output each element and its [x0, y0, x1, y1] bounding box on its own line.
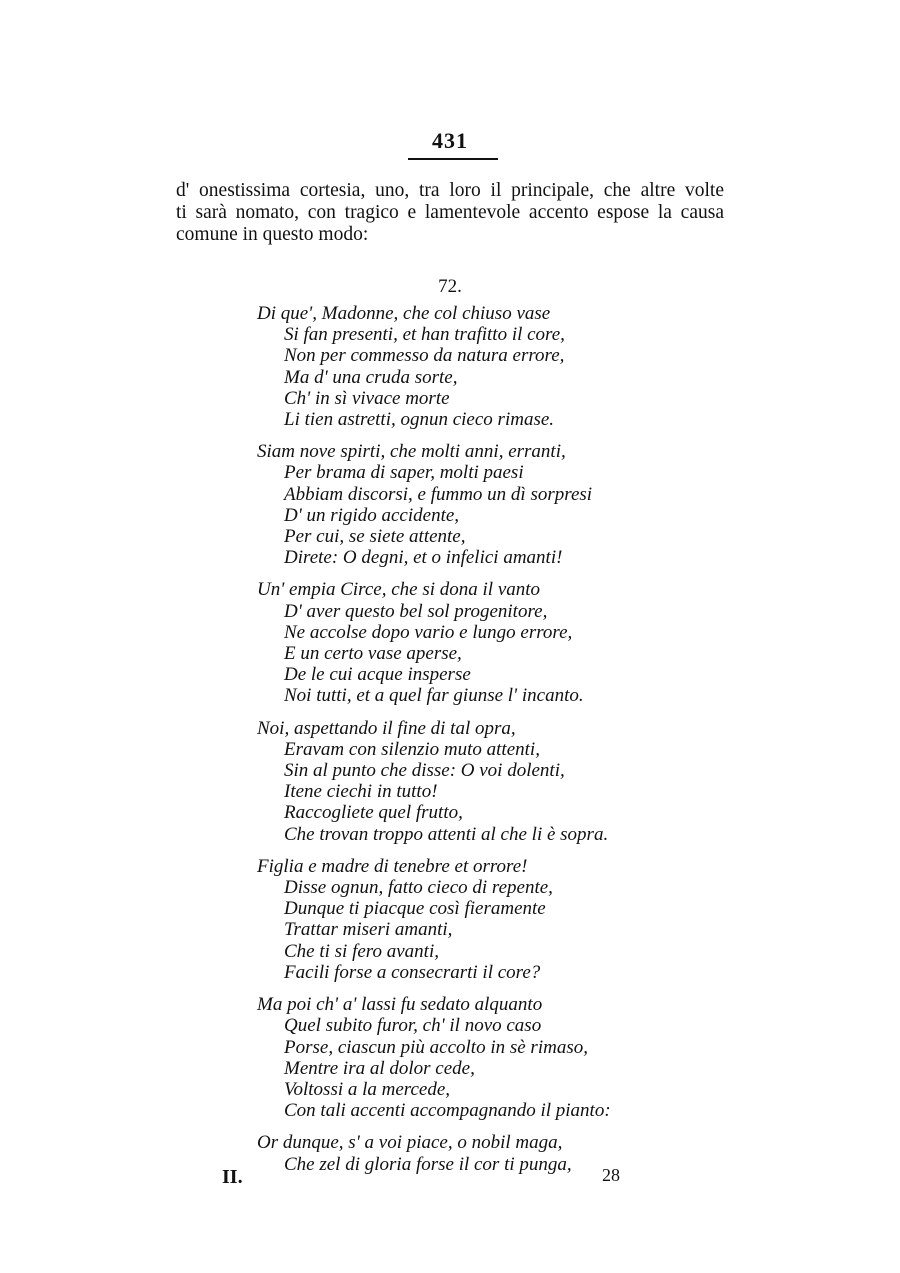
- stanza: [257, 579, 677, 706]
- stanza: [257, 718, 677, 845]
- verse-line: Porse, ciascun più accolto in sè rimaso,: [284, 1036, 588, 1058]
- verse-line: Figlia e madre di tenebre et orrore!: [257, 855, 528, 877]
- verse-line: Noi, aspettando il fine di tal opra,: [257, 717, 516, 739]
- verse-line: Voltossi a la mercede,: [284, 1078, 451, 1100]
- verse-line: De le cui acque insperse: [284, 664, 471, 686]
- verse-line: Quel subito furor, ch' il novo caso: [284, 1015, 542, 1037]
- poem: [257, 303, 677, 1186]
- stanza: [257, 441, 677, 568]
- verse-line: Si fan presenti, et han trafitto il core,: [284, 324, 565, 346]
- verse-line: Per brama di saper, molti paesi: [284, 462, 524, 484]
- verse-line: Ne accolse dopo vario e lungo errore,: [284, 621, 573, 643]
- header-rule: [408, 158, 498, 160]
- stanza: [257, 994, 677, 1121]
- prose-paragraph: [176, 180, 724, 246]
- verse-line: Trattar miseri amanti,: [284, 919, 453, 941]
- verse-line: Disse ognun, fatto cieco di repente,: [284, 877, 553, 899]
- verse-line: Siam nove spirti, che molti anni, erranti,: [257, 441, 566, 463]
- verse-line: Di que', Madonne, che col chiuso vase: [257, 303, 551, 324]
- verse-line: Con tali accenti accompagnando il pianto:: [284, 1100, 611, 1122]
- verse-line: Per cui, se siete attente,: [284, 526, 466, 548]
- verse-line: Ma poi ch' a' lassi fu sedato alquanto: [257, 994, 543, 1016]
- verse-line: Eravam con silenzio muto attenti,: [284, 738, 540, 760]
- verse-line: D' un rigido accidente,: [284, 504, 460, 526]
- verse-line: Itene ciechi in tutto!: [284, 781, 438, 803]
- verse-line: Che ti si fero avanti,: [284, 940, 439, 962]
- verse-line: Noi tutti, et a quel far giunse l' incanto.: [284, 685, 584, 707]
- verse-line: Ch' in sì vivace morte: [284, 387, 450, 409]
- signature-mark: II.: [222, 1166, 243, 1188]
- prose-line: ti sarà nomato, con tragico e lamentevole accento espose la causa: [176, 202, 724, 223]
- verse-line: Direte: O degni, et o infelici amanti!: [284, 547, 563, 569]
- stanza: [257, 303, 677, 430]
- verse-line: Or dunque, s' a voi piace, o nobil maga,: [257, 1132, 563, 1154]
- verse-line: Mentre ira al dolor cede,: [284, 1057, 475, 1079]
- verse-line: Sin al punto che disse: O voi dolenti,: [284, 760, 565, 782]
- verse-line: D' aver questo bel sol progenitore,: [284, 600, 548, 622]
- verse-line: Non per commesso da natura errore,: [284, 345, 565, 367]
- prose-line: comune in questo modo:: [176, 224, 369, 245]
- verse-line: Facili forse a consecrarti il core?: [284, 961, 541, 983]
- verse-line: Che zel di gloria forse il cor ti punga,: [284, 1153, 572, 1175]
- verse-line: Dunque ti piacque così fieramente: [284, 898, 546, 920]
- page-number: 431: [432, 128, 468, 153]
- verse-line: Abbiam discorsi, e fummo un dì sorpresi: [284, 483, 593, 505]
- stanza-number: 72.: [438, 276, 462, 297]
- verse-line: Che trovan troppo attenti al che li è sopra.: [284, 823, 609, 845]
- verse-line: E un certo vase aperse,: [284, 643, 462, 665]
- sheet-number: 28: [602, 1165, 620, 1185]
- stanza: [257, 856, 677, 983]
- prose-line: d' onestissima cortesia, uno, tra loro il principale, che altre volte: [176, 180, 724, 201]
- verse-line: Ma d' una cruda sorte,: [284, 366, 458, 388]
- verse-line: Raccogliete quel frutto,: [284, 802, 463, 824]
- verse-line: Un' empia Circe, che si dona il vanto: [257, 579, 541, 601]
- verse-line: Li tien astretti, ognun cieco rimase.: [284, 409, 555, 431]
